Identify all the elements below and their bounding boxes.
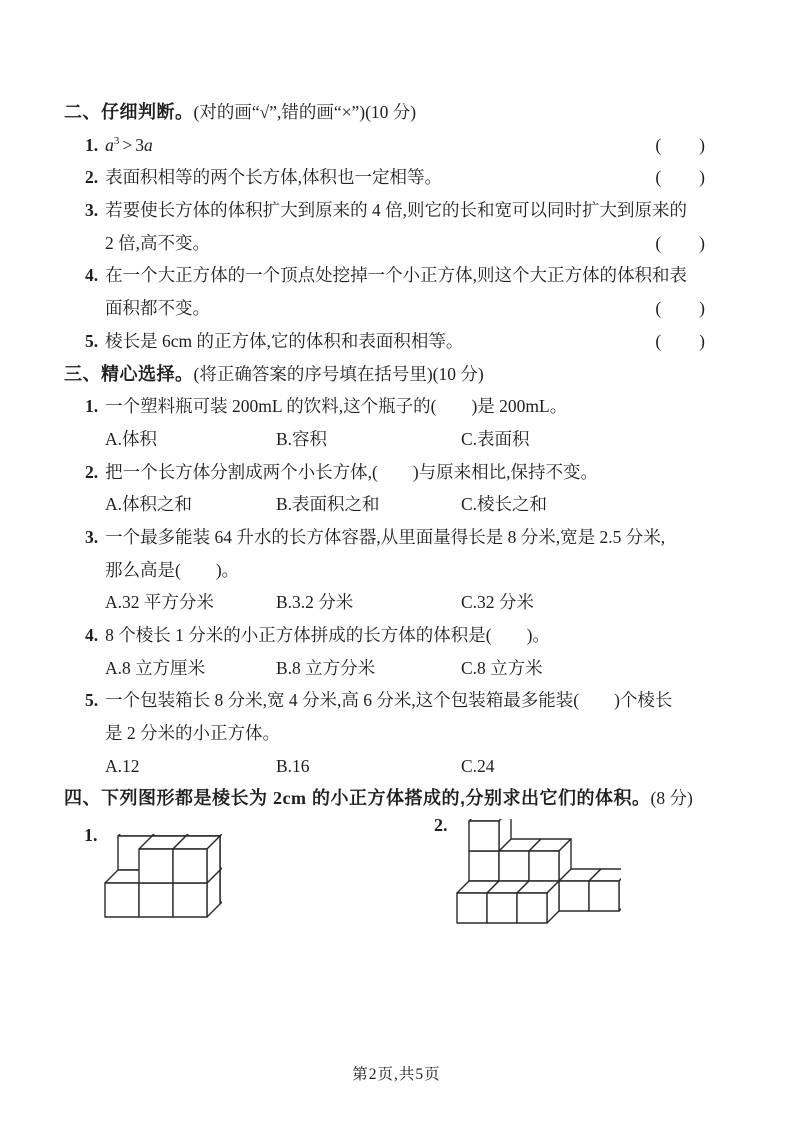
choice-question-2-options bbox=[64, 488, 714, 521]
option-a: A.体积之和 bbox=[105, 494, 193, 515]
figure-2-label: 2. bbox=[434, 815, 448, 836]
option-a: A.8 立方厘米 bbox=[105, 657, 206, 678]
item-text: 棱长是 6cm 的正方体,它的体积和表面积相等。 bbox=[105, 330, 464, 351]
item-text: 表面积相等的两个长方体,体积也一定相等。 bbox=[105, 167, 442, 188]
cube-figure-1 bbox=[84, 825, 222, 919]
item-number: 3. bbox=[85, 200, 99, 221]
choice-question-1 bbox=[64, 390, 714, 423]
option-c: C.棱长之和 bbox=[461, 494, 548, 515]
option-b: B.表面积之和 bbox=[276, 494, 380, 515]
option-b: B.16 bbox=[276, 755, 310, 776]
judge-item-4-line-2 bbox=[64, 292, 714, 325]
item-number: 3. bbox=[85, 526, 99, 547]
item-number: 2. bbox=[85, 167, 99, 188]
answer-bracket: ( ) bbox=[655, 298, 706, 319]
option-b: B.3.2 分米 bbox=[276, 592, 354, 613]
choice-question-5-line-1 bbox=[64, 684, 714, 717]
item-number: 1. bbox=[85, 396, 99, 417]
section-judge-instructions: (对的画“√”,错的画“×”)(10 分) bbox=[193, 102, 417, 122]
section-volume-title-cont: 的小正方体搭成的,分别求出它们的体积。 bbox=[306, 788, 651, 809]
math-comparator: > bbox=[122, 134, 133, 155]
answer-bracket: ( ) bbox=[655, 232, 706, 253]
question-text: 是 2 分米的小正方体。 bbox=[105, 723, 280, 744]
option-b: B.容积 bbox=[276, 428, 328, 449]
option-c: C.表面积 bbox=[461, 428, 530, 449]
choice-question-4 bbox=[64, 619, 714, 652]
option-b: B.8 立方分米 bbox=[276, 657, 376, 678]
choice-question-3-line-1 bbox=[64, 521, 714, 554]
item-number: 1. bbox=[85, 134, 99, 155]
choice-question-3-line-2 bbox=[64, 554, 714, 587]
choice-question-5-line-2 bbox=[64, 717, 714, 750]
math-coefficient: 3 bbox=[135, 134, 144, 155]
option-a: A.12 bbox=[105, 755, 140, 776]
cube-stack-drawing-2 bbox=[455, 819, 621, 925]
option-c: C.24 bbox=[461, 755, 495, 776]
cube-figures-row bbox=[64, 815, 714, 980]
formula-a-cubed bbox=[105, 135, 153, 155]
option-a: A.32 平方分米 bbox=[105, 592, 214, 613]
test-paper-content bbox=[64, 96, 714, 980]
question-text: 8 个棱长 1 分米的小正方体拼成的长方体的体积是( )。 bbox=[105, 625, 550, 645]
choice-question-5-options bbox=[64, 750, 714, 783]
judge-item-2 bbox=[64, 161, 714, 194]
item-text: 在一个大正方体的一个顶点处挖掉一个小正方体,则这个大正方体的体积和表 bbox=[105, 265, 687, 286]
answer-bracket: ( ) bbox=[655, 330, 706, 351]
choice-question-3-options bbox=[64, 586, 714, 619]
question-text: 一个塑料瓶可装 200mL 的饮料,这个瓶子的( )是 200mL。 bbox=[105, 396, 568, 417]
math-exponent: 3 bbox=[113, 134, 120, 147]
section-volume-points: (8 分) bbox=[650, 788, 693, 809]
item-number: 4. bbox=[85, 625, 99, 645]
figure-1-label: 1. bbox=[84, 825, 98, 846]
page-number-text: 第2页,共5页 bbox=[352, 1066, 441, 1083]
option-a: A.体积 bbox=[105, 428, 158, 449]
cube-stack-drawing-1 bbox=[103, 834, 222, 919]
choice-question-1-options bbox=[64, 423, 714, 456]
edge-length-value: 2cm bbox=[273, 788, 307, 809]
question-text: 一个包装箱长 8 分米,宽 4 分米,高 6 分米,这个包装箱最多能装( )个棱长 bbox=[105, 690, 673, 711]
math-variable: a bbox=[144, 134, 153, 155]
answer-bracket: ( ) bbox=[655, 167, 706, 188]
cube-figure-2 bbox=[434, 815, 621, 925]
section-volume-heading bbox=[64, 782, 714, 815]
choice-question-4-options bbox=[64, 652, 714, 685]
page-number-footer bbox=[0, 1062, 793, 1084]
item-number: 4. bbox=[85, 265, 99, 286]
judge-item-4-line-1 bbox=[64, 259, 714, 292]
judge-item-3-line-1 bbox=[64, 194, 714, 227]
answer-bracket: ( ) bbox=[655, 134, 706, 155]
option-c: C.8 立方米 bbox=[461, 657, 543, 678]
question-text: 那么高是( )。 bbox=[105, 559, 240, 580]
section-judge-title: 二、仔细判断。 bbox=[64, 102, 194, 122]
judge-item-1 bbox=[64, 129, 714, 162]
question-text: 把一个长方体分割成两个小长方体,( )与原来相比,保持不变。 bbox=[105, 461, 599, 482]
section-choice-instructions: (将正确答案的序号填在括号里)(10 分) bbox=[193, 363, 484, 384]
item-text: 若要使长方体的体积扩大到原来的 4 倍,则它的长和宽可以同时扩大到原来的 bbox=[105, 200, 687, 221]
item-number: 2. bbox=[85, 461, 99, 482]
question-text: 一个最多能装 64 升水的长方体容器,从里面量得长是 8 分米,宽是 2.5 分米, bbox=[105, 526, 666, 547]
item-number: 5. bbox=[85, 330, 99, 351]
judge-item-5 bbox=[64, 325, 714, 358]
math-variable: a bbox=[105, 134, 114, 155]
choice-question-2 bbox=[64, 456, 714, 489]
section-volume-title: 四、下列图形都是棱长为 bbox=[64, 788, 273, 809]
judge-item-3-line-2 bbox=[64, 227, 714, 260]
section-choice-heading bbox=[64, 358, 714, 391]
section-choice-title: 三、精心选择。 bbox=[64, 363, 194, 384]
section-judge-heading bbox=[64, 96, 714, 129]
item-number: 5. bbox=[85, 690, 99, 711]
item-text: 2 倍,高不变。 bbox=[105, 232, 210, 253]
option-c: C.32 分米 bbox=[461, 592, 534, 613]
item-text: 面积都不变。 bbox=[105, 298, 210, 319]
